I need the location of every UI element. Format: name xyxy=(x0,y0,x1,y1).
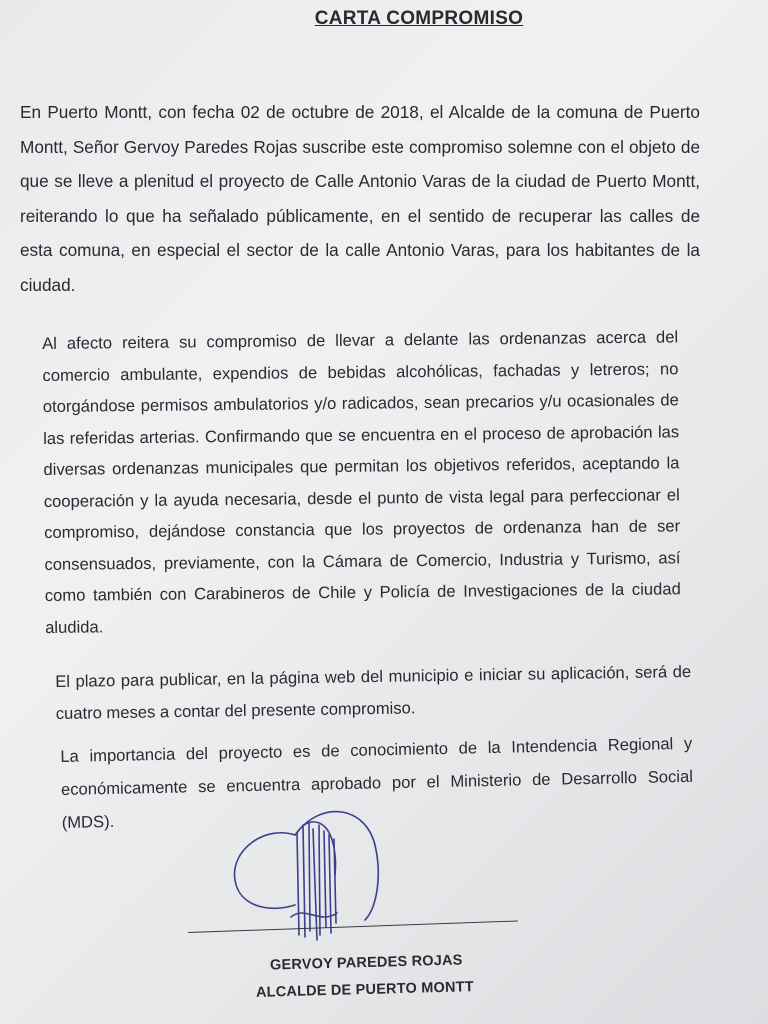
document-title xyxy=(0,8,768,30)
paragraph-importance: La importancia del proyecto es de conocimiento de la Intendencia Regional y económicamente se encuentra aprobado por el Ministerio de Desarrollo Social (MDS). xyxy=(60,733,694,832)
paragraph-deadline: El plazo para publicar, en la página web del municipio e iniciar su aplicación, será de cuatro meses a contar del presente compromiso. xyxy=(55,662,692,723)
handwritten-signature xyxy=(225,795,405,945)
signer-name: GERVOY PAREDES ROJAS xyxy=(269,952,463,974)
paragraph-intro: En Puerto Montt, con fecha 02 de octubre de 2018, el Alcalde de la comuna de Puerto Montt, Señor Gervoy Paredes Rojas suscribe este compromiso solemne con el objeto de que se lleve a plenitud el proyecto de Calle Antonio Varas de la ciudad de Puerto Montt, reiterando lo que ha señalado públicamente, en el sentido de recuperar las calles de esta comuna, en especial el sector de la calle Antonio Varas, para los habitantes de la ciudad. xyxy=(20,102,700,295)
signer-role: ALCALDE DE PUERTO MONTT xyxy=(255,979,474,1001)
document-title-text: CARTA COMPROMISO xyxy=(314,8,524,29)
paragraph-commitment: Al afecto reitera su compromiso de llevar a delante las ordenanzas acerca del comercio ambulante, expendios de bebidas alcohólicas, fachadas y letreros; no otorgándose permisos ambulatorios y/o radicados, sean precarios y/u ocasionales de las referidas arterias. Confirmando que se encuentra en el proceso de aprobación las diversas ordenanzas municipales que permitan los objetivos referidos, aceptando la cooperación y la ayuda necesaria, desde el punto de vista legal para perfeccionar el compromiso, dejándose constancia que los proyectos de ordenanza han de ser consensuados, previamente, con la Cámara de Comercio, Industria y Turismo, así como también con Carabineros de Chile y Policía de Investigaciones de la ciudad aludida. xyxy=(42,327,681,637)
